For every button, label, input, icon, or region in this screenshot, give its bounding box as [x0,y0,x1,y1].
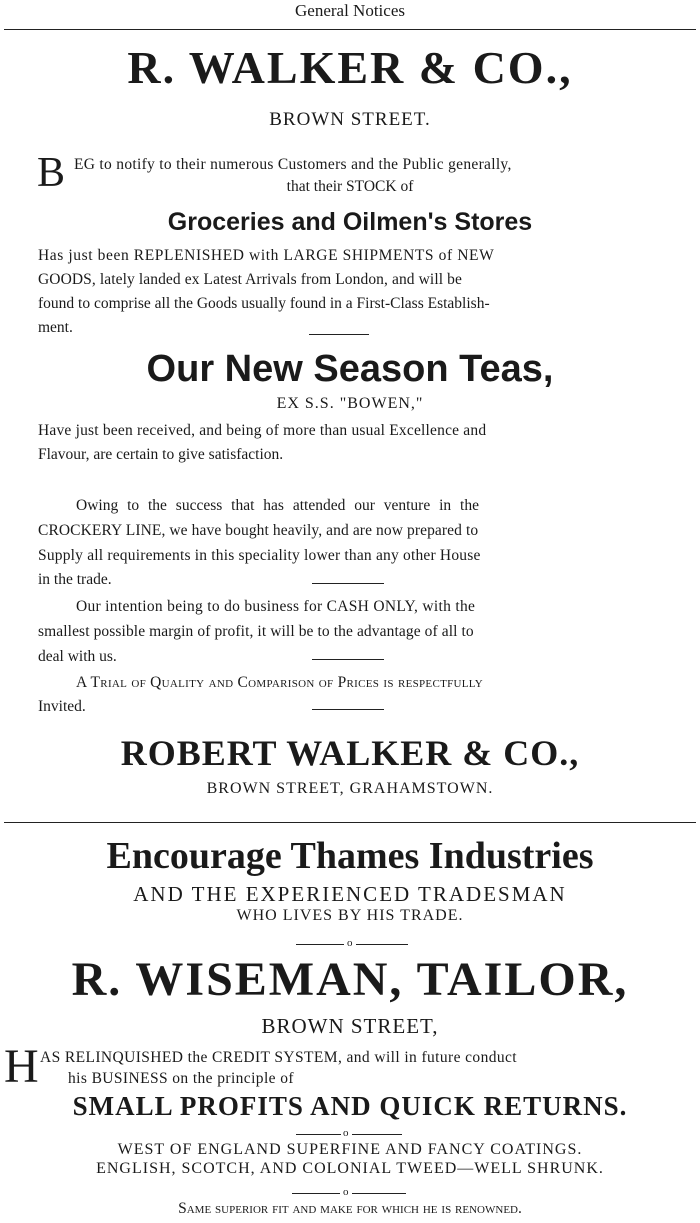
ad1-business-name: R. WALKER & CO., [127,42,573,93]
ornament-rule-left [296,1134,341,1135]
ad1-trial-line-1: A Trial of Quality and Comparison of Prices is respectfully [76,674,483,691]
ad1-teas-heading: Our New Season Teas, [146,348,554,390]
ornament-rule-right [352,1134,402,1135]
ad1-crockery-line-2: CROCKERY LINE, we have bought heavily, and are now prepared to [38,522,479,539]
ornament-rule-left [292,1193,340,1194]
header-divider [4,29,696,30]
ad1-crockery-line-1: Owing to the success that has attended our venture in the [76,497,479,514]
section-divider [309,334,369,335]
section-divider [312,659,384,660]
ad1-replenished-line-2: GOODS, lately landed ex Latest Arrivals from London, and will be [38,271,462,288]
ad2-slogan: SMALL PROFITS AND QUICK RETURNS. [72,1091,628,1121]
ad2-closing: Same superior fit and make for which he is renowned. [178,1200,522,1217]
section-divider [312,583,384,584]
ad1-crockery-line-3: Supply all requirements in this speciality lower than any other House [38,547,481,564]
ad1-replenished-line-4: ment. [38,319,73,336]
ad2-drop-cap: H [4,1040,39,1093]
ad2-subhead-1: AND THE EXPERIENCED TRADESMAN [133,882,567,906]
ad1-teas-line-1: Have just been received, and being of more than usual Excellence and [38,422,487,439]
ad1-cash-line-1: Our intention being to do business for CASH ONLY, with the [76,598,476,615]
ad1-replenished-line-1: Has just been REPLENISHED with LARGE SHIPMENTS of NEW [38,247,495,264]
page-header: General Notices [295,1,405,20]
ad2-credit-line-1: AS RELINQUISHED the CREDIT SYSTEM, and will in future conduct [40,1049,518,1066]
ad1-signature: ROBERT WALKER & CO., [120,733,580,773]
ornament-rule-left [296,944,344,945]
ad1-replenished-line-3: found to comprise all the Goods usually found in a First-Class Establish- [38,295,490,312]
ad2-credit-line-2: his BUSINESS on the principle of [68,1070,294,1087]
ad2-tweed: ENGLISH, SCOTCH, AND COLONIAL TWEED—WELL SHRUNK. [96,1160,604,1177]
ad2-coatings: WEST OF ENGLAND SUPERFINE AND FANCY COATINGS. [117,1141,583,1158]
ad1-trial-line-2: Invited. [38,698,86,715]
ornament: o [343,1186,349,1198]
ad1-crockery-line-4: in the trade. [38,571,112,588]
ad2-headline: Encourage Thames Industries [106,835,594,877]
ornament-rule-right [352,1193,406,1194]
ad2-business-name: R. WISEMAN, TAILOR, [71,953,629,1006]
advertisement-divider [4,822,696,823]
ornament-rule-right [356,944,408,945]
ad2-street: BROWN STREET, [261,1014,439,1038]
ad1-teas-line-2: Flavour, are certain to give satisfaction. [38,446,284,463]
ad2-subhead-2: WHO LIVES BY HIS TRADE. [236,907,464,924]
ad1-cash-line-3: deal with us. [38,648,117,665]
ornament: o [343,1127,349,1139]
ad1-street: BROWN STREET. [269,109,431,130]
ad1-signature-address: BROWN STREET, GRAHAMSTOWN. [206,780,494,797]
ad1-ship-name: EX S.S. "BOWEN," [276,395,424,412]
ad1-drop-cap: B [37,150,66,196]
ornament: o [347,937,353,949]
ad1-groceries-heading: Groceries and Oilmen's Stores [167,208,533,236]
ad1-cash-line-2: smallest possible margin of profit, it will be to the advantage of all to [38,623,474,640]
ad1-intro-line-1: EG to notify to their numerous Customers and the Public generally, [74,156,512,173]
section-divider [312,709,384,710]
ad1-intro-line-2: that their STOCK of [286,178,414,195]
